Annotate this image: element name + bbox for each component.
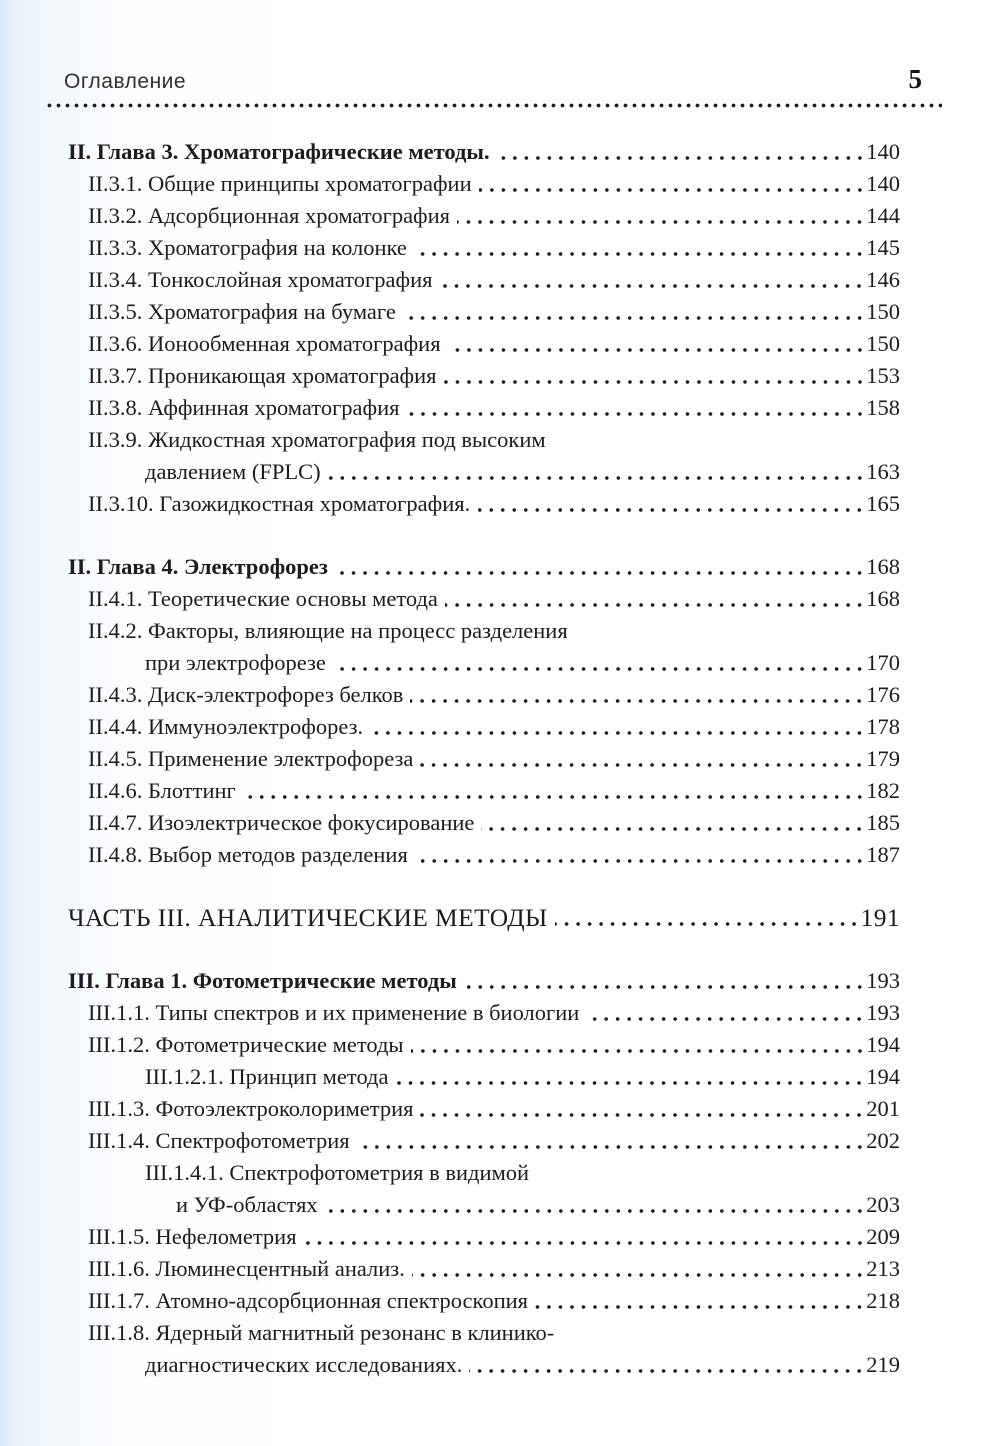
- toc-entry-page: 185: [866, 810, 900, 835]
- toc-row: [0, 456, 1000, 488]
- toc-entry-title: II. Глава 4. Электрофорез: [68, 554, 328, 579]
- toc-entry-page: 182: [866, 778, 900, 803]
- toc-row: [0, 743, 1000, 775]
- dot-leader: [464, 965, 865, 997]
- dot-leader: [403, 296, 865, 328]
- toc-entry-title: II.4.1. Теоретические основы метода: [88, 586, 438, 611]
- toc-entry-title: II.3.5. Хроматография на бумаге: [88, 299, 396, 324]
- toc-entry-page: 145: [866, 235, 900, 260]
- toc-entry-page: 168: [866, 586, 900, 611]
- dot-leader: [479, 168, 866, 200]
- toc-entry-title: II.3.7. Проникающая хроматография: [88, 363, 437, 388]
- toc-row: [0, 1285, 1000, 1317]
- dot-leader: [497, 136, 866, 168]
- toc-row: [0, 647, 1000, 679]
- dot-leader: [407, 392, 866, 424]
- toc-entry-page: 194: [866, 1032, 900, 1057]
- toc-row: [0, 1317, 1000, 1349]
- toc-row: [0, 1061, 1000, 1093]
- toc-entry-title: II.4.7. Изоэлектрическое фокусирование: [88, 810, 475, 835]
- toc-entry-page: 179: [866, 746, 900, 771]
- toc-entry-page: 209: [866, 1224, 900, 1249]
- toc-entry-page: 213: [866, 1256, 900, 1281]
- header-dotted-rule: [45, 103, 942, 108]
- toc-row: [0, 328, 1000, 360]
- toc-entry-title: и УФ-областях: [176, 1192, 318, 1217]
- toc-entry-page: 219: [866, 1352, 900, 1377]
- toc-entry-title: III. Глава 1. Фотометрические методы: [68, 968, 457, 993]
- toc-entry-title: II.3.2. Адсорбционная хроматография: [88, 203, 451, 228]
- dot-leader: [420, 743, 865, 775]
- toc-row: [0, 902, 1000, 934]
- toc-row: [0, 168, 1000, 200]
- toc-entry-title: III.1.3. Фотоэлектроколориметрия: [88, 1096, 414, 1121]
- dot-leader: [439, 264, 865, 296]
- toc-row: [0, 392, 1000, 424]
- toc-row: [0, 1253, 1000, 1285]
- dot-leader: [325, 1189, 866, 1221]
- dot-leader: [555, 902, 860, 934]
- dot-leader: [445, 583, 865, 615]
- toc-entry-title: III.1.4. Спектрофотометрия: [88, 1128, 350, 1153]
- dot-leader: [412, 1253, 865, 1285]
- toc-entry-page: 178: [866, 714, 900, 739]
- table-of-contents: [0, 136, 1000, 1381]
- toc-entry-title: II.3.4. Тонкослойная хроматография: [88, 267, 433, 292]
- toc-entry-page: 170: [866, 650, 900, 675]
- toc-entry-page: 158: [866, 395, 900, 420]
- dot-leader: [457, 200, 865, 232]
- toc-entry-page: 146: [866, 267, 900, 292]
- toc-entry-title: II.3.3. Хроматография на колонке: [88, 235, 407, 260]
- toc-entry-title: III.1.2. Фотометрические методы: [88, 1032, 404, 1057]
- toc-entry-title: II.4.5. Применение электрофореза: [88, 746, 414, 771]
- toc-row: [0, 264, 1000, 296]
- dot-leader: [335, 551, 865, 583]
- toc-row: [0, 615, 1000, 647]
- toc-row: [0, 1029, 1000, 1061]
- toc-row: [0, 360, 1000, 392]
- toc-entry-title: II.4.4. Иммуноэлектрофорез.: [88, 714, 364, 739]
- toc-row: [0, 1349, 1000, 1381]
- toc-entry-title: II.4.2. Факторы, влияющие на процесс разделения: [88, 618, 568, 643]
- dot-leader: [395, 1061, 865, 1093]
- toc-entry-title: III.1.4.1. Спектрофотометрия в видимой: [145, 1160, 530, 1185]
- toc-entry-title: III.1.1. Типы спектров и их применение в биологии: [88, 1000, 580, 1025]
- toc-entry-title: при электрофорезе: [145, 650, 326, 675]
- running-title: Оглавление: [64, 70, 187, 93]
- toc-row: [0, 1093, 1000, 1125]
- toc-row: [0, 296, 1000, 328]
- toc-entry-title: II.3.1. Общие принципы хроматографии: [88, 171, 472, 196]
- toc-entry-title: диагностических исследованиях.: [145, 1352, 463, 1377]
- toc-row: [0, 424, 1000, 456]
- toc-row: [0, 1221, 1000, 1253]
- toc-entry-page: 202: [866, 1128, 900, 1153]
- dot-leader: [333, 647, 865, 679]
- page-header: [0, 0, 1000, 95]
- toc-entry-title: II.4.6. Блоттинг: [88, 778, 236, 803]
- toc-entry-title: III.1.2.1. Принцип метода: [145, 1064, 389, 1089]
- toc-entry-title: II. Глава 3. Хроматографические методы.: [68, 139, 490, 164]
- toc-row: [0, 232, 1000, 264]
- toc-row: [0, 679, 1000, 711]
- toc-entry-title: II.4.3. Диск-электрофорез белков: [88, 682, 404, 707]
- dot-leader: [444, 360, 866, 392]
- toc-entry-title: III.1.5. Нефелометрия: [88, 1224, 297, 1249]
- toc-row: [0, 1189, 1000, 1221]
- toc-row: [0, 488, 1000, 520]
- toc-row: [0, 551, 1000, 583]
- toc-entry-title: III.1.7. Атомно-адсорбционная спектроскопия: [88, 1288, 529, 1313]
- dot-leader: [410, 679, 865, 711]
- toc-entry-page: 203: [866, 1192, 900, 1217]
- toc-entry-title: давлением (FPLC): [145, 459, 321, 484]
- toc-row: [0, 200, 1000, 232]
- toc-entry-page: 150: [866, 331, 900, 356]
- toc-row: [0, 997, 1000, 1029]
- dot-leader: [535, 1285, 865, 1317]
- toc-entry-page: 150: [866, 299, 900, 324]
- toc-entry-page: 194: [866, 1064, 900, 1089]
- toc-entry-title: ЧАСТЬ III. АНАЛИТИЧЕСКИЕ МЕТОДЫ: [68, 903, 548, 932]
- toc-entry-page: 176: [866, 682, 900, 707]
- toc-entry-page: 168: [866, 554, 900, 579]
- dot-leader: [357, 1125, 866, 1157]
- dot-leader: [414, 232, 865, 264]
- toc-entry-title: II.3.6. Ионообменная хроматография: [88, 331, 441, 356]
- toc-row: [0, 965, 1000, 997]
- toc-entry-page: 140: [866, 139, 900, 164]
- dot-leader: [586, 997, 865, 1029]
- toc-entry-title: III.1.8. Ядерный магнитный резонанс в клинико-: [88, 1320, 555, 1345]
- toc-entry-title: II.3.10. Газожидкостная хроматография.: [88, 491, 471, 516]
- toc-entry-title: II.3.9. Жидкостная хроматография под высоким: [88, 427, 546, 452]
- page-number: 5: [908, 64, 922, 94]
- dot-leader: [477, 488, 865, 520]
- toc-entry-page: 218: [866, 1288, 900, 1313]
- dot-leader: [411, 1029, 866, 1061]
- toc-entry-title: II.3.8. Аффинная хроматография: [88, 395, 400, 420]
- toc-entry-title: II.4.8. Выбор методов разделения: [88, 842, 408, 867]
- toc-row: [0, 1125, 1000, 1157]
- toc-entry-page: 187: [866, 842, 900, 867]
- dot-leader: [448, 328, 866, 360]
- toc-entry-page: 193: [866, 968, 900, 993]
- toc-entry-page: 153: [866, 363, 900, 388]
- dot-leader: [370, 711, 865, 743]
- toc-entry-page: 191: [860, 903, 900, 932]
- dot-leader: [304, 1221, 866, 1253]
- toc-row: [0, 136, 1000, 168]
- dot-leader: [481, 807, 865, 839]
- dot-leader: [420, 1093, 865, 1125]
- toc-row: [0, 807, 1000, 839]
- toc-row: [0, 839, 1000, 871]
- dot-leader: [469, 1349, 865, 1381]
- toc-entry-page: 165: [866, 491, 900, 516]
- dot-leader: [328, 456, 866, 488]
- toc-entry-page: 163: [866, 459, 900, 484]
- toc-entry-page: 144: [866, 203, 900, 228]
- dot-leader: [415, 839, 865, 871]
- toc-entry-page: 193: [866, 1000, 900, 1025]
- toc-row: [0, 775, 1000, 807]
- dot-leader: [243, 775, 865, 807]
- toc-entry-page: 140: [866, 171, 900, 196]
- toc-entry-title: III.1.6. Люминесцентный анализ.: [88, 1256, 405, 1281]
- toc-row: [0, 711, 1000, 743]
- toc-row: [0, 583, 1000, 615]
- toc-entry-page: 201: [866, 1096, 900, 1121]
- toc-row: [0, 1157, 1000, 1189]
